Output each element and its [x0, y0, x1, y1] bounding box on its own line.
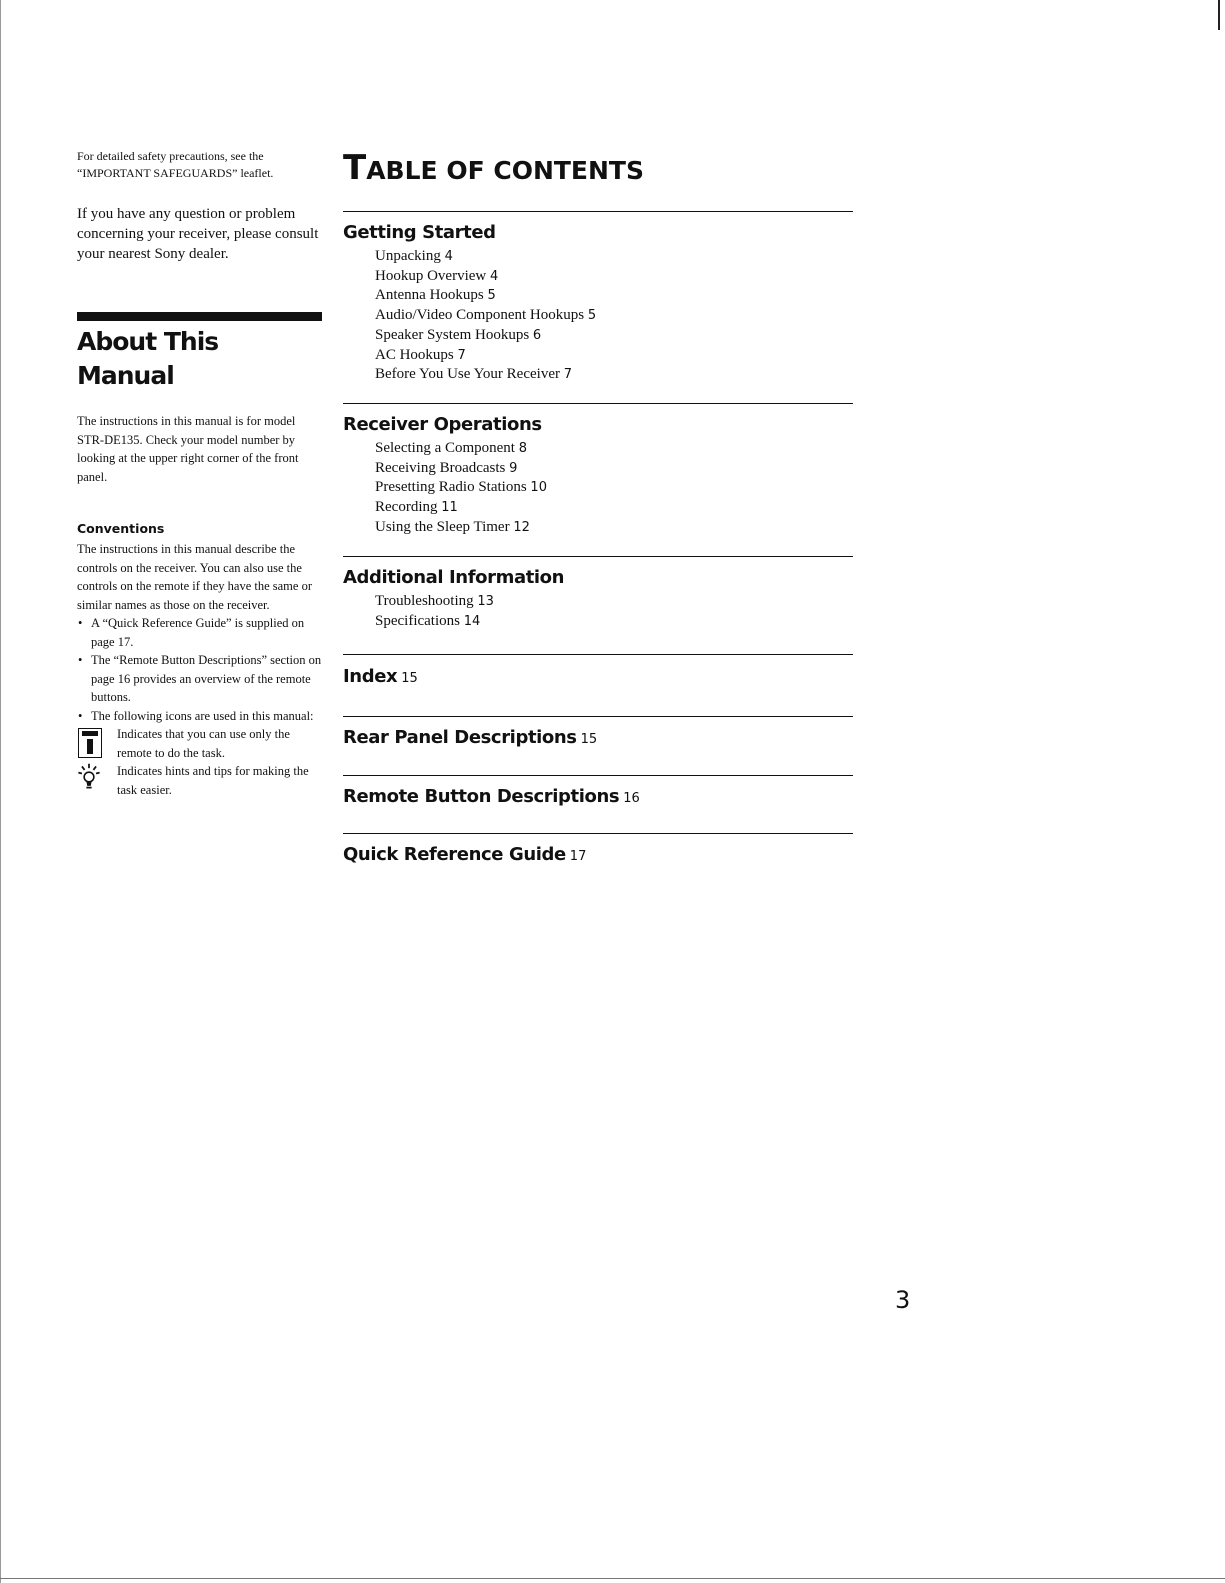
icon-legend-remote — [77, 725, 322, 762]
toc-entry-page: 5 — [487, 288, 496, 304]
toc-entry-page: 7 — [563, 367, 573, 383]
remote-icon — [78, 728, 102, 758]
toc-section-page: 15 — [580, 731, 598, 747]
conventions-heading: Conventions — [77, 521, 165, 536]
toc-section-page: 15 — [401, 670, 418, 686]
toc-section-title[interactable] — [343, 663, 853, 693]
toc-entry-page: 14 — [463, 614, 481, 630]
list-item: • A “Quick Reference Guide” is supplied on page 17. — [77, 614, 322, 651]
toc-entry-page: 13 — [477, 594, 494, 610]
toc-entry-label: Speaker System Hookups — [375, 326, 530, 343]
toc-entry-label: Recording — [375, 499, 438, 516]
page-edge-left — [0, 0, 1, 1583]
lightbulb-icon — [77, 762, 101, 792]
toc-section-page: 17 — [569, 848, 587, 864]
toc-section — [343, 775, 853, 813]
toc-entry[interactable] — [375, 346, 853, 366]
toc-entry[interactable] — [375, 459, 853, 479]
toc-section-title[interactable] — [343, 724, 853, 754]
toc-section-label: Index — [343, 665, 398, 687]
toc-entry[interactable] — [375, 439, 853, 459]
toc-entry[interactable] — [375, 286, 853, 306]
toc-entry-label: Audio/Video Component Hookups — [375, 307, 585, 324]
list-item: • The following icons are used in this manual: — [77, 707, 322, 726]
section-rule-bar — [77, 312, 322, 321]
toc-entry-page: 11 — [441, 500, 458, 516]
toc-section — [343, 833, 853, 871]
icon-legend-text: Indicates that you can use only the remote to do the task. — [117, 727, 290, 760]
toc-section-label: Receiver Operations — [343, 413, 542, 435]
toc-entry[interactable] — [375, 592, 853, 612]
toc-entry-page: 9 — [509, 460, 518, 476]
toc-section — [343, 654, 853, 693]
toc-section-label: Quick Reference Guide — [343, 843, 566, 865]
toc-entry-label: Presetting Radio Stations — [375, 479, 527, 496]
toc-section-title[interactable] — [343, 841, 853, 871]
toc-entry-list — [343, 592, 853, 631]
toc-entry[interactable] — [375, 518, 853, 538]
about-text: The instructions in this manual is for model STR-DE135. Check your model number by looking at the upper right corner of the front panel. — [77, 414, 299, 484]
safety-note: For detailed safety precautions, see the “IMPORTANT SAFEGUARDS” leaflet. — [77, 149, 274, 180]
toc-entry-page: 6 — [532, 327, 542, 343]
left-column — [77, 148, 322, 799]
toc-entry-label: Antenna Hookups — [375, 287, 484, 304]
toc-entry-page: 10 — [530, 480, 547, 496]
toc-section — [343, 556, 853, 631]
toc-entry-page: 4 — [489, 268, 499, 284]
toc-entry-label: Specifications — [375, 613, 460, 630]
toc-entry[interactable] — [375, 306, 853, 326]
toc-entry[interactable] — [375, 612, 853, 632]
toc-entry-label: Selecting a Component — [375, 439, 515, 456]
toc-entry-label: AC Hookups — [375, 346, 454, 363]
icon-legend-tip — [77, 762, 322, 799]
toc-section — [343, 716, 853, 754]
toc-section — [343, 211, 853, 385]
toc-entry-label: Troubleshooting — [375, 593, 474, 610]
table-of-contents — [343, 145, 853, 871]
toc-section-label: Getting Started — [343, 222, 496, 243]
toc-entry-list — [343, 247, 853, 385]
toc-entry-label: Unpacking — [375, 248, 441, 264]
question-note: If you have any question or problem concerning your receiver, please consult your nearest Sony dealer. — [77, 206, 319, 262]
toc-entry[interactable] — [375, 498, 853, 518]
toc-entry[interactable] — [375, 326, 853, 346]
toc-section-label: Additional Information — [343, 567, 565, 589]
toc-section-page: 16 — [623, 790, 640, 806]
toc-entry-label: Hookup Overview — [375, 267, 487, 284]
toc-section-title[interactable] — [343, 219, 853, 247]
toc-entry-page: 7 — [457, 347, 466, 363]
toc-entry-label: Before You Use Your Receiver — [375, 366, 560, 383]
about-title: About This Manual — [77, 327, 219, 390]
toc-entry-label: Using the Sleep Timer — [375, 518, 510, 535]
toc-entry-page: 5 — [587, 308, 597, 324]
icon-legend-text: Indicates hints and tips for making the task easier. — [117, 764, 309, 797]
toc-section-title[interactable] — [343, 783, 853, 813]
conventions-text: The instructions in this manual describe the controls on the receiver. You can also use the controls on the remote if they have the same or similar names as those on the receiver. — [77, 542, 312, 612]
page-edge-right — [1218, 0, 1220, 30]
toc-entry-page: 8 — [518, 440, 528, 456]
toc-entry[interactable] — [375, 247, 853, 267]
toc-section-label: Rear Panel Descriptions — [343, 726, 577, 748]
page-number: 3 — [895, 1286, 911, 1314]
toc-entry-page: 4 — [444, 249, 453, 264]
toc-entry-label: Receiving Broadcasts — [375, 459, 506, 476]
toc-title: TABLE OF CONTENTS — [343, 148, 644, 188]
list-item: • The “Remote Button Descriptions” section on page 16 provides an overview of the remote buttons. — [77, 651, 322, 707]
toc-entry[interactable] — [375, 478, 853, 498]
toc-entry[interactable] — [375, 267, 853, 287]
toc-entry-list — [343, 439, 853, 538]
toc-section — [343, 403, 853, 538]
toc-sections — [343, 211, 853, 871]
toc-entry-page: 12 — [513, 519, 530, 535]
page-edge-bottom — [0, 1578, 1225, 1579]
toc-entry[interactable] — [375, 365, 853, 385]
toc-section-label: Remote Button Descriptions — [343, 785, 620, 807]
toc-section-title[interactable] — [343, 411, 853, 439]
toc-section-title[interactable] — [343, 564, 853, 592]
conventions-list — [77, 614, 322, 725]
